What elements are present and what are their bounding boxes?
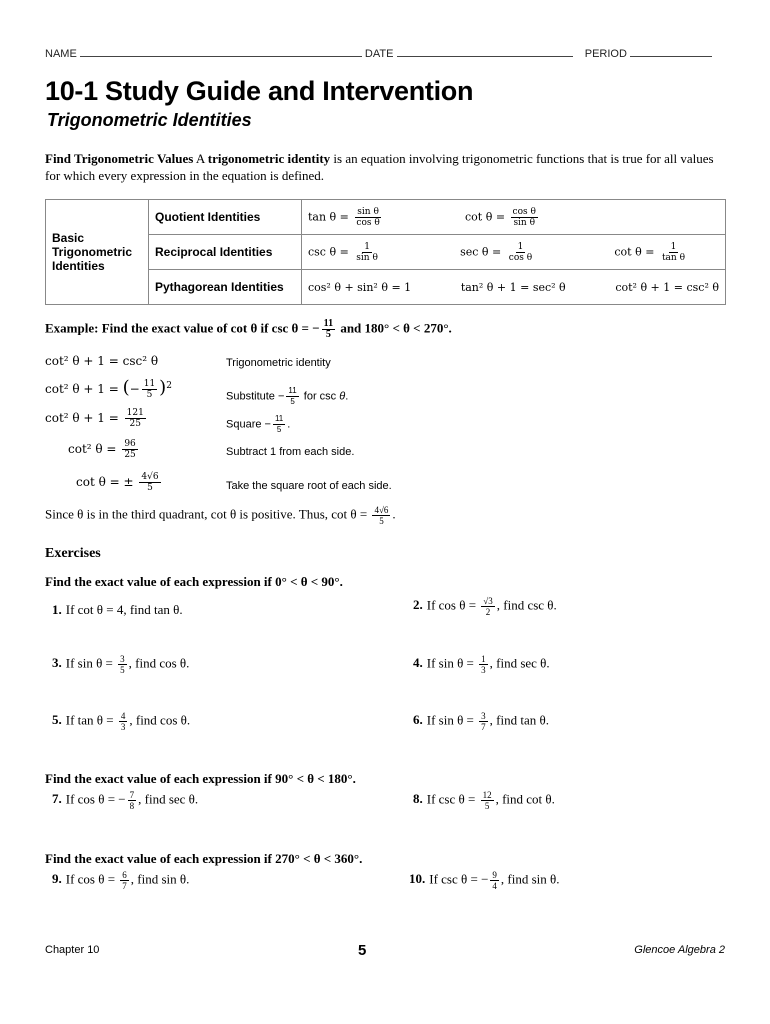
question-10: 10. If csc θ = − $\frac{9}{4}$ , find sin θ.	[409, 870, 560, 891]
section-3-heading: Find the exact value of each expression if 270° < θ < 360°.	[45, 851, 363, 866]
step-3-equation: cot² θ + 1 = $\frac{121}{25}$	[45, 408, 144, 429]
student-header	[45, 46, 712, 60]
conclusion-text: Since θ is in the third quadrant, cot θ is positive. Thus, cot θ =	[45, 506, 371, 522]
tan-quotient: tan θ = $\frac{\text{sin θ}}{\text{cos θ}}$	[308, 206, 380, 228]
question-2: 2. If cos θ = $\frac{√3}{2}$ , find csc θ.	[413, 596, 557, 617]
name-label: NAME	[45, 48, 77, 60]
pythagorean-cell	[302, 270, 726, 305]
pyth-identity-2: tan² θ + 1 = sec² θ	[460, 280, 566, 294]
example-title-pre: Example: Find the exact value of cot θ if csc θ = −	[45, 320, 320, 336]
cot-quotient: cot θ = $\frac{\text{cos θ}}{\text{sin θ}}$	[465, 206, 536, 228]
exercises-heading: Exercises	[45, 546, 101, 561]
section-1-heading: Find the exact value of each expression if 0° < θ < 90°.	[45, 574, 343, 589]
reciprocal-label: Reciprocal Identities	[149, 235, 302, 270]
quotient-cell	[302, 200, 726, 235]
question-9: 9. If cos θ = $\frac{6}{7}$ , find sin θ.	[52, 870, 190, 891]
question-4: 4. If sin θ = $\frac{1}{3}$ , find sec θ.	[413, 654, 550, 675]
page-title: 10-1 Study Guide and Intervention	[45, 76, 474, 106]
step-5-equation: cot θ = ± $\frac{4√6}{5}$	[76, 472, 159, 493]
example-title-num: 11	[323, 318, 334, 329]
question-3: 3. If sin θ = $\frac{3}{5}$ , find cos θ.	[52, 654, 190, 675]
intro-paragraph	[45, 150, 725, 184]
pyth-identity-3: cot² θ + 1 = csc² θ	[615, 280, 719, 294]
intro-term: trigonometric identity	[207, 151, 331, 166]
page-subtitle: Trigonometric Identities	[47, 110, 252, 130]
step-2-equation: cot² θ + 1 = (− $\frac{11}{5}$ )$^2$	[45, 377, 172, 400]
quotient-label: Quotient Identities	[149, 200, 302, 235]
question-8: 8. If csc θ = $\frac{12}{5}$ , find cot θ.	[413, 790, 555, 811]
question-7: 7. If cos θ = − $\frac{7}{8}$ , find sec θ.	[52, 790, 199, 811]
section-2-heading: Find the exact value of each expression if 90° < θ < 180°.	[45, 771, 356, 786]
name-line[interactable]	[80, 46, 362, 57]
step-4-equation: cot² θ = $\frac{96}{25}$	[68, 439, 136, 460]
footer-publisher: Glencoe Algebra 2	[634, 944, 725, 956]
example-title	[45, 319, 452, 340]
example-title-den: 5	[325, 329, 331, 340]
identities-table	[45, 199, 726, 305]
question-6: 6. If sin θ = $\frac{3}{7}$ , find tan θ.	[413, 711, 549, 732]
period-label: PERIOD	[584, 48, 627, 60]
sec-reciprocal: sec θ = $\frac{1}{\text{cos θ}}$	[460, 241, 533, 263]
reciprocal-cell	[302, 235, 726, 270]
intro-text: is an equation involving trigonometric functions that is true for all values for which every expression in the equation is defined.	[45, 151, 714, 183]
example-title-post: and 180° < θ < 270°.	[337, 320, 452, 336]
csc-reciprocal: csc θ = $\frac{1}{\text{sin θ}}$	[308, 241, 378, 263]
question-5: 5. If tan θ = $\frac{4}{3}$ , find cos θ.	[52, 711, 191, 732]
question-1: 1. If cot θ = 4, find tan θ.	[52, 602, 183, 617]
step-1-reason: Trigonometric identity	[226, 357, 331, 369]
example-conclusion: Since θ is in the third quadrant, cot θ is positive. Thus, cot θ = $\frac{4√6}{5}$ .	[45, 505, 396, 526]
step-2-reason: Substitute − $\frac{11}{5}$ for csc θ.	[226, 386, 349, 406]
pyth-identity-1: cos² θ + sin² θ = 1	[308, 280, 412, 294]
cot-reciprocal: cot θ = $\frac{1}{\text{tan θ}}$	[614, 241, 685, 263]
footer-chapter: Chapter 10	[45, 944, 100, 956]
answer-den: 5	[379, 516, 384, 526]
date-line[interactable]	[397, 46, 573, 57]
table-group-label: Basic Trigonometric Identities	[46, 200, 149, 305]
intro-heading: Find Trigonometric Values	[45, 151, 194, 166]
intro-lead: A	[193, 151, 208, 166]
period-line[interactable]	[630, 46, 712, 57]
answer-num: 4√6	[374, 505, 389, 515]
date-label: DATE	[364, 48, 394, 60]
pythagorean-label: Pythagorean Identities	[149, 270, 302, 305]
step-3-reason: Square − $\frac{11}{5}$ .	[226, 414, 291, 434]
step-4-reason: Subtract 1 from each side.	[226, 446, 355, 458]
step-5-reason: Take the square root of each side.	[226, 480, 392, 492]
step-1-equation: cot² θ + 1 = csc² θ	[45, 354, 159, 368]
page-number: 5	[358, 942, 367, 959]
